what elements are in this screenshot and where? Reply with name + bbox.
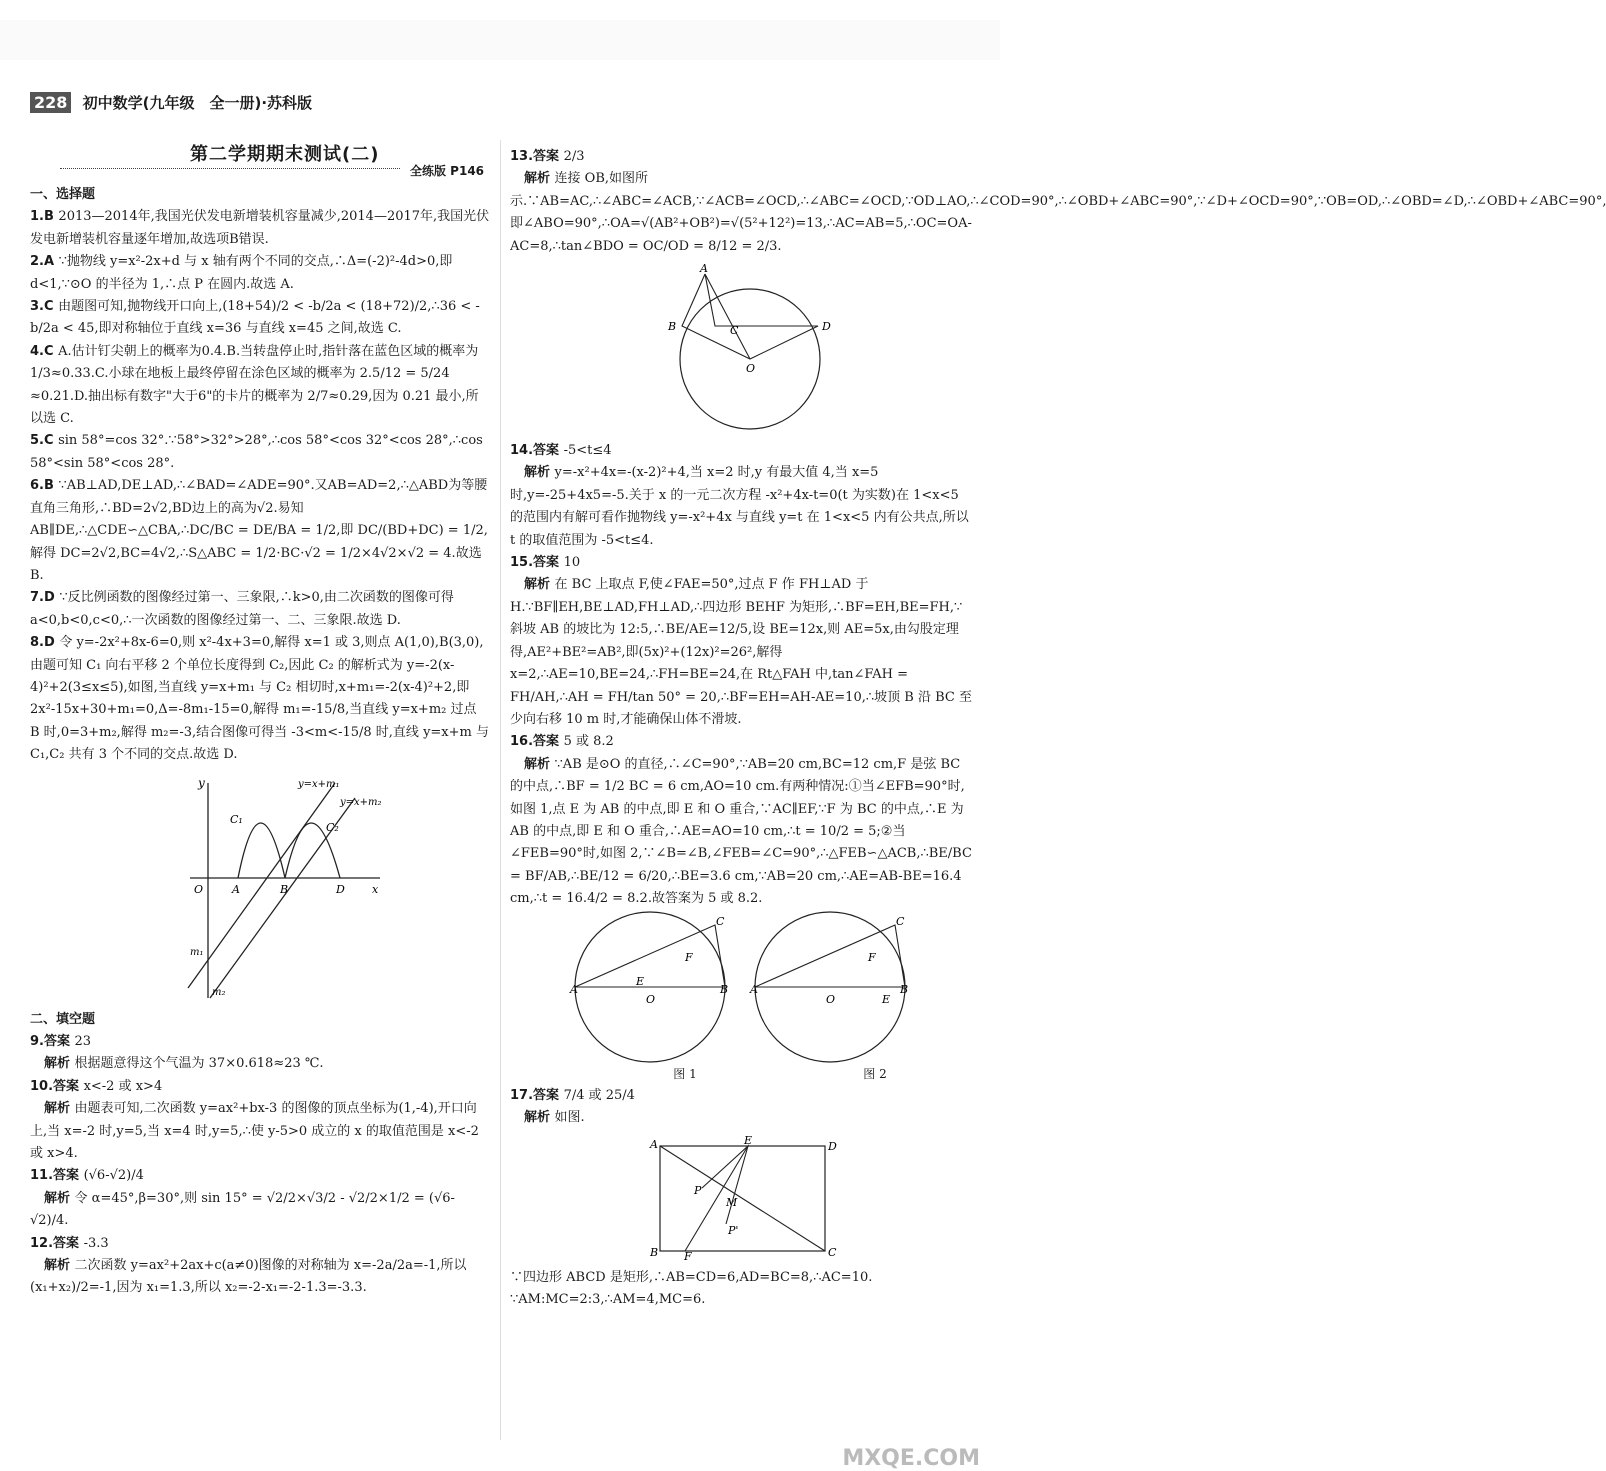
solution-label: 解析 [524, 171, 555, 187]
answer-label: 答案 [533, 734, 564, 750]
answer-label: 答案 [533, 443, 564, 459]
item-number: 7.D [30, 590, 60, 606]
item-number: 16. [510, 734, 534, 750]
answer-item [510, 731, 975, 753]
right-column [510, 146, 1606, 1312]
section-choice: 一、选择题 [30, 187, 96, 202]
answer-value: 23 [74, 1033, 92, 1049]
item-number: 1.B [30, 209, 59, 225]
solution-text: 如图. [554, 1110, 585, 1126]
item-text: ∵抛物线 y=x²-2x+d 与 x 轴有两个不同的交点,∴Δ=(-2)²-4d>0,即 d<1,∵⊙O 的半径为 1,∴点 P 在圆内.故选 A. [30, 254, 453, 292]
answer-value: 2/3 [563, 149, 585, 164]
solution-label: 解析 [524, 465, 555, 481]
fig8-label: m₂ [212, 986, 226, 998]
solution [510, 168, 1606, 258]
figure-label: A [650, 1137, 658, 1151]
choice-item [30, 475, 490, 587]
figure-label: P [694, 1183, 702, 1197]
figure-label: O [646, 992, 656, 1006]
choice-item [30, 341, 490, 431]
fig8-label: A [232, 882, 240, 896]
item-text: ∵AB⊥AD,DE⊥AD,∴∠BAD=∠ADE=90°.又AB=AD=2,∴△ABD为等腰直角三角形,∴BD=2√2,BD边上的高为√2.易知AB∥DE,∴△CDE∽△CBA,∴DC/BC = DE/BA = 1/2,即 DC/(BD+DC) = 1/2,解得 DC=2√2,BC=4√2,∴S△ABC = 1/2·BC·√2 = 1/2×4√2×√2 = 4.故选 B. [30, 478, 488, 583]
page-title: 第二学期期末测试(二) [190, 144, 380, 165]
scan-top-strip [0, 20, 1000, 60]
solution [510, 574, 975, 731]
figure-caption: 图 2 [863, 1066, 887, 1081]
figure-label: A [700, 262, 708, 276]
fill-item-solution [30, 1255, 490, 1300]
solution [510, 1107, 975, 1129]
item-text: 由题图可知,抛物线开口向上,(18+54)/2 < -b/2a < (18+72)/2,∴36 < -b/2a < 45,即对称轴位于直线 x=36 与直线 x=45 之间,故选 C. [30, 299, 480, 337]
answer-item [510, 440, 975, 462]
figure-label: A [570, 982, 578, 996]
choice-item [30, 296, 490, 341]
fig8-label: y=x+m₂ [340, 796, 382, 808]
solution-label: 解析 [44, 1190, 75, 1206]
item-text: A.估计钉尖朝上的概率为0.4.B.当转盘停止时,指针落在蓝色区域的概率为 1/3≈0.33.C.小球在地板上最终停留在涂色区域的概率为 2.5/12 = 5/24 ≈0.21.D.抽出标有数字"大于6"的卡片的概率为 2/7≈0.29,因为 0.21 最小,所以选 C. [30, 343, 479, 427]
fig8-label: m₁ [190, 946, 204, 958]
line-ef [685, 1146, 748, 1251]
figure-label: F [685, 950, 693, 964]
item-text: 2013—2014年,我国光伏发电新增装机容量减少,2014—2017年,我国光伏发电新增装机容量逐年增加,故选项B错误. [30, 209, 490, 247]
fill-item-solution [30, 1188, 490, 1233]
answer-list [510, 146, 1606, 1312]
q17-rectangle-figure [640, 1133, 840, 1263]
answer-value: (√6-√2)/4 [83, 1168, 144, 1184]
choice-item [30, 206, 490, 251]
answer-value: 10 [563, 555, 581, 571]
solution-label: 解析 [44, 1056, 75, 1072]
triangle-lines [575, 925, 725, 987]
fig8-label: y [198, 775, 205, 790]
column-divider [500, 140, 501, 1440]
figure-caption: 图 1 [673, 1066, 697, 1081]
fill-item-solution [30, 1098, 490, 1165]
figure-label: O [746, 362, 756, 376]
solution-text: 由题表可知,二次函数 y=ax²+bx-3 的图像的顶点坐标为(1,-4),开口向上,当 x=-2 时,y=5,当 x=4 时,y=5,∴使 y-5>0 成立的 x 的取值范围是 x<-2 或 x>4. [30, 1101, 479, 1161]
figure-label: P' [728, 1223, 739, 1237]
page-number: 228 [30, 92, 71, 113]
figure-label: E [744, 1133, 753, 1147]
solution [510, 462, 975, 552]
item-number: 11. [30, 1168, 54, 1184]
answer-value: x<-2 或 x>4 [83, 1078, 163, 1094]
title-dotted-line [60, 168, 400, 169]
figure-label: D [828, 1139, 837, 1153]
q13-circle-figure [660, 264, 840, 434]
solution-text: y=-x²+4x=-(x-2)²+4,当 x=2 时,y 有最大值 4,当 x=5 时,y=-25+4x5=-5.关于 x 的一元二次方程 -x²+4x-t=0(t 为实数)在 1<x<5 的范围内有解可看作抛物线 y=-x²+4x 与直线 y=t 在 1<x<5 内有公共点,所以 t 的取值范围为 -5<t≤4. [510, 465, 969, 548]
figure-label: C [896, 914, 905, 928]
figure-label: B [900, 982, 909, 996]
item-text: sin 58°=cos 32°.∵58°>32°>28°,∴cos 58°<cos 32°<cos 28°,∴cos 58°<sin 58°<cos 28°. [30, 433, 483, 471]
left-column [30, 184, 490, 1300]
fig8-label: C₁ [230, 812, 243, 826]
book-subtitle: 初中数学(九年级 全一册)·苏科版 [82, 94, 313, 112]
answer-label: 答案 [53, 1078, 84, 1094]
solution-line: ∵四边形 ABCD 是矩形,∴AB=CD=6,AD=BC=8,∴AC=10. [510, 1269, 873, 1285]
choice-list [30, 206, 490, 766]
fig8-label: B [280, 882, 289, 896]
figure-label: E [636, 974, 645, 988]
item-number: 8.D [30, 635, 60, 651]
answer-label: 答案 [53, 1235, 84, 1251]
item-number: 17. [510, 1087, 534, 1103]
answer-label: 答案 [533, 555, 564, 571]
figure-label: B [720, 982, 729, 996]
figure-label: F [868, 950, 876, 964]
figure-label: A [750, 982, 758, 996]
item-text: 令 y=-2x²+8x-6=0,则 x²-4x+3=0,解得 x=1 或 3,则点 A(1,0),B(3,0),由题可知 C₁ 向右平移 2 个单位长度得到 C₂,因此 C₂ 的解析式为 y=-2(x-4)²+2(3≤x≤5),如图,当直线 y=x+m₁ 与 C₂ 相切时,x+m₁=-2(x-4)²+2,即 2x²-15x+30+m₁=0,Δ=-8m₁-15=0,解得 m₁=-15/8,当直线 y=x+m₂ 过点 B 时,0=3+m₂,解得 m₂=-3,结合图像可得当 -3<m<-15/8 时,直线 y=x+m 与 C₁,C₂ 共有 3 个不同的交点.故选 D. [30, 635, 489, 763]
item-number: 12. [30, 1235, 54, 1251]
answer-label: 答案 [533, 1087, 564, 1103]
solution-text: 令 α=45°,β=30°,则 sin 15° = √2/2×√3/2 - √2/2×1/2 = (√6-√2)/4. [30, 1190, 455, 1229]
item-number: 5.C [30, 433, 59, 449]
page-header [30, 92, 312, 113]
q16-circles-figure [570, 914, 970, 1057]
item-number: 9. [30, 1033, 44, 1049]
answer-item [510, 1085, 975, 1107]
figure-label: M [726, 1195, 738, 1209]
item-number: 3.C [30, 299, 59, 315]
figure-label: C [828, 1245, 837, 1259]
fig8-label: D [336, 882, 345, 896]
fill-item-answer [30, 1233, 490, 1255]
q8-graph [180, 773, 410, 1003]
solution [510, 754, 975, 911]
solution-text: ∵AB 是⊙O 的直径,∴∠C=90°,∵AB=20 cm,BC=12 cm,F 是弦 BC 的中点,∴BF = 1/2 BC = 6 cm,AO=10 cm.有两种情况:①当∠EFB=90°时,如图 1,点 E 为 AB 的中点,即 E 和 O 重合,∵AC∥EF,∵F 为 BC 的中点,∴E 为 AB 的中点,即 E 和 O 重合,∴AE=AO=10 cm,∴t = 10/2 = 5;②当∠FEB=90°时,如图 2,∵∠B=∠B,∠FEB=∠C=90°,∴△FEB∽△ACB,∴BE/BC = BF/AB,∴BE/12 = 6/20,∴BE=3.6 cm,∵AB=20 cm,∴AE=AB-BE=16.4 cm,∴t = 16.4/2 = 8.2.故答案为 5 或 8.2. [510, 756, 972, 907]
fill-list [30, 1031, 490, 1300]
choice-item [30, 632, 490, 766]
fig8-label: C₂ [326, 820, 339, 834]
item-number: 4.C [30, 343, 59, 359]
figure-label: C [716, 914, 725, 928]
figure-label: F [684, 1249, 692, 1263]
answer-value: 7/4 或 25/4 [563, 1087, 635, 1103]
answer-item [510, 552, 975, 574]
item-number: 14. [510, 443, 534, 459]
answer-value: -5<t≤4 [563, 443, 612, 459]
figure-captions [590, 1063, 970, 1085]
fill-item-answer [30, 1031, 490, 1053]
item-text: ∵反比例函数的图像经过第一、三象限,∴k>0,由二次函数的图像可得 a<0,b<0,c<0,∴一次函数的图像经过第一、二、三象限.故选 D. [30, 590, 454, 628]
solution-label: 解析 [524, 756, 555, 772]
item-number: 15. [510, 555, 534, 571]
fill-item-answer [30, 1165, 490, 1187]
figure-label: E [882, 992, 891, 1006]
solution-label: 解析 [524, 577, 555, 593]
solution-label: 解析 [524, 1110, 555, 1126]
answer-label: 答案 [43, 1033, 75, 1049]
solution-text: 根据题意得这个气温为 37×0.618≈23 ℃. [74, 1056, 324, 1072]
fig8-label: y=x+m₁ [298, 778, 340, 790]
choice-item [30, 587, 490, 632]
item-number: 13. [510, 149, 534, 164]
answer-value: 5 或 8.2 [563, 734, 614, 750]
item-number: 6.B [30, 478, 59, 494]
item-number: 10. [30, 1078, 54, 1094]
fig8-label: O [194, 882, 204, 896]
answer-label: 答案 [53, 1168, 84, 1184]
diagonal [660, 1146, 825, 1251]
figure-label: D [822, 320, 831, 334]
figure-label: B [668, 320, 677, 334]
answer-label: 答案 [533, 149, 564, 164]
solution-text: 二次函数 y=ax²+2ax+c(a≠0)图像的对称轴为 x=-2a/2a=-1,所以 (x₁+x₂)/2=-1,因为 x₁=1.3,所以 x₂=-2-x₁=-2-1.3=-3.3. [30, 1258, 467, 1296]
choice-item [30, 430, 490, 475]
section-fill: 二、填空题 [30, 1011, 96, 1027]
figure-label: B [650, 1245, 659, 1259]
fill-item-solution [30, 1053, 490, 1075]
fill-item-answer [30, 1076, 490, 1098]
solution-label: 解析 [44, 1258, 75, 1274]
watermark: MXQE.COM [842, 1446, 980, 1471]
solution-label: 解析 [44, 1101, 75, 1117]
curve-c1 [238, 823, 285, 878]
choice-item [30, 251, 490, 296]
figure-label: C [730, 324, 739, 338]
answer-value: -3.3 [83, 1235, 109, 1251]
figure-label: O [826, 992, 836, 1006]
item-number: 2.A [30, 254, 59, 270]
answer-item [510, 146, 975, 168]
solution-line: ∵AM:MC=2:3,∴AM=4,MC=6. [510, 1292, 706, 1308]
line-m1 [188, 783, 335, 988]
solution-text: 连接 OB,如图所示.∵AB=AC,∴∠ABC=∠ACB,∵∠ACB=∠OCD,∴∠ABC=∠OCD,∵OD⊥AO,∴∠COD=90°,∴∠OBD+∠ABC=90°,∵∠D+∠OCD=90°,∵OB=OD,∴∠OBD=∠D,∴∠OBD+∠ABC=90°,即∠ABO=90°,∴OA=√(AB²+OB²)=√(5²+12²)=13,∴AC=AB=5,∴OC=OA-AC=8,∴tan∠BDO = OC/OD = 8/12 = 2/3. [510, 171, 1606, 254]
solution-text: 在 BC 上取点 F,使∠FAE=50°,过点 F 作 FH⊥AD 于 H.∵BF∥EH,BE⊥AD,FH⊥AD,∴四边形 BEHF 为矩形,∴BF=EH,BE=FH,∵斜坡 AB 的坡比为 12:5,∴BE/AE=12/5,设 BE=12x,则 AE=5x,由勾股定理得,AE²+BE²=AB²,即(5x)²+(12x)²=26²,解得 x=2,∴AE=10,BE=24,∴FH=BE=24,在 Rt△FAH 中,tan∠FAH = FH/AH,∴AH = FH/tan 50° = 20,∴BF=EH=AH-AE=10,∴坡顶 B 沿 BC 至少向右移 10 m 时,才能确保山体不滑坡. [510, 577, 972, 727]
reference-tag: 全练版 P146 [410, 164, 485, 178]
triangle-lines [682, 274, 818, 359]
fig8-label: x [372, 882, 379, 896]
triangle-lines [755, 925, 905, 987]
